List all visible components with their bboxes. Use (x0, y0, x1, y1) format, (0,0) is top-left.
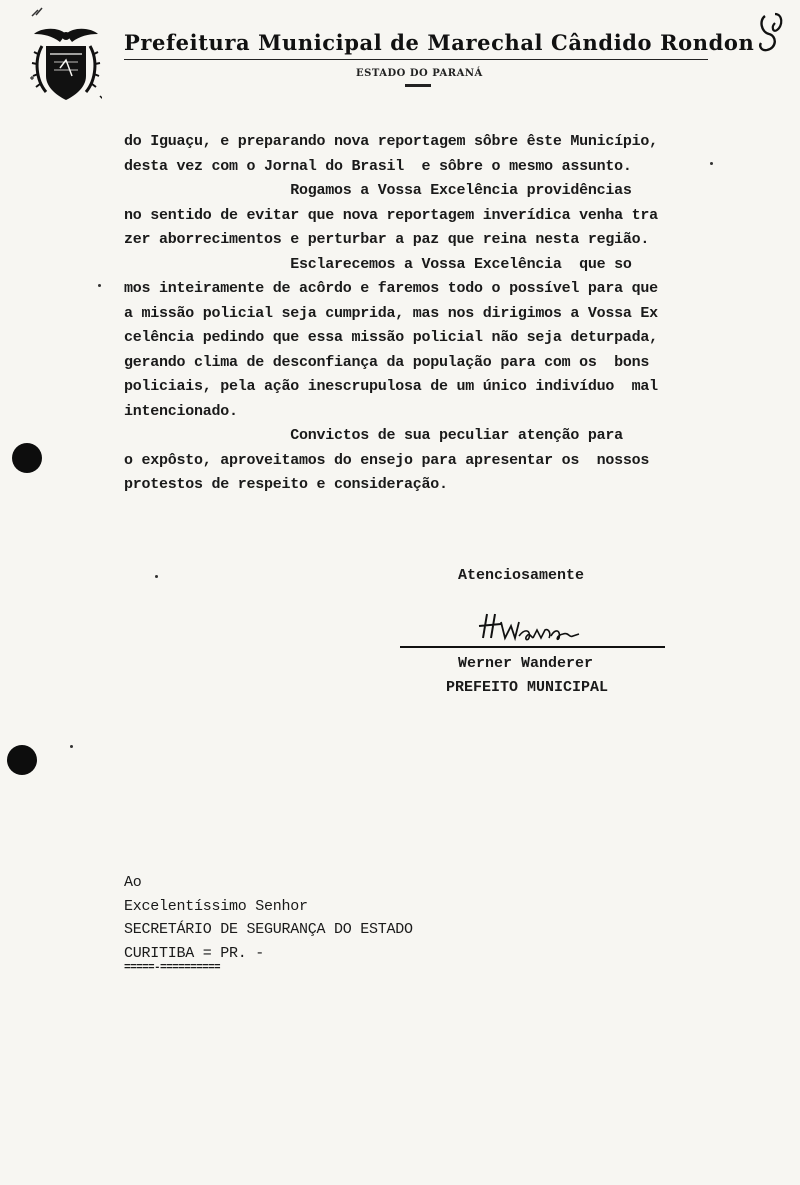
signer-title: PREFEITO MUNICIPAL (446, 679, 609, 696)
punch-hole (12, 443, 42, 473)
body-line: protestos de respeito e consideração. (124, 476, 448, 493)
body-line: mos inteiramente de acôrdo e faremos todo o possível para que (124, 280, 658, 297)
body-line: a missão policial seja cumprida, mas nos dirigimos a Vossa Ex (124, 304, 658, 322)
corner-mark (30, 6, 50, 20)
punch-hole (7, 745, 37, 775)
addressee-line: Ao (124, 874, 142, 891)
body-line: no sentido de evitar que nova reportagem inverídica venha tra (124, 206, 658, 224)
signature-line (400, 646, 665, 648)
body-line: do Iguaçu, e preparando nova reportagem sôbre êste Município, (124, 133, 658, 150)
addressee-line: SECRETÁRIO DE SEGURANÇA DO ESTADO (124, 921, 413, 938)
handwritten-signature (475, 608, 595, 648)
letterhead-state: ESTADO DO PARANÁ (356, 68, 483, 79)
addressee-block (124, 871, 413, 965)
signer-name: Werner Wanderer (458, 655, 594, 672)
body-line: policiais, pela ação inescrupulosa de um único indivíduo mal (124, 378, 658, 395)
body-line: Esclarecemos a Vossa Excelência que so (124, 255, 632, 273)
body-line: intencionado. (124, 402, 238, 420)
body-line: celência pedindo que essa missão policial não seja deturpada, (124, 329, 658, 346)
handwritten-page-mark (757, 10, 785, 56)
letterhead-title: Prefeitura Municipal de Marechal Cândido Rondon (124, 30, 755, 55)
letterhead-dash (405, 84, 431, 87)
body-line: Rogamos a Vossa Excelência providências (124, 182, 632, 199)
addressee-line: Excelentíssimo Senhor (124, 897, 308, 915)
body-line: desta vez com o Jornal do Brasil e sôbre o mesmo assunto. (124, 157, 632, 175)
addressee-underline: =====-========== (124, 962, 221, 974)
letter-body (124, 130, 724, 498)
paper-speck (710, 162, 713, 165)
body-line: Convictos de sua peculiar atenção para (124, 427, 623, 444)
closing-salutation: Atenciosamente (458, 567, 585, 584)
body-line: o expôsto, aproveitamos do ensejo para apresentar os nossos (124, 451, 650, 469)
paper-speck (98, 284, 101, 287)
letterhead-rule (124, 59, 708, 60)
paper-speck (70, 745, 73, 748)
body-line: gerando clima de desconfiança da população para com os bons (124, 353, 650, 371)
parana-coat-of-arms-icon (30, 24, 102, 104)
addressee-line: CURITIBA = PR. - (124, 944, 265, 962)
body-line: zer aborrecimentos e perturbar a paz que reina nesta região. (124, 231, 650, 248)
paper-speck (155, 575, 158, 578)
